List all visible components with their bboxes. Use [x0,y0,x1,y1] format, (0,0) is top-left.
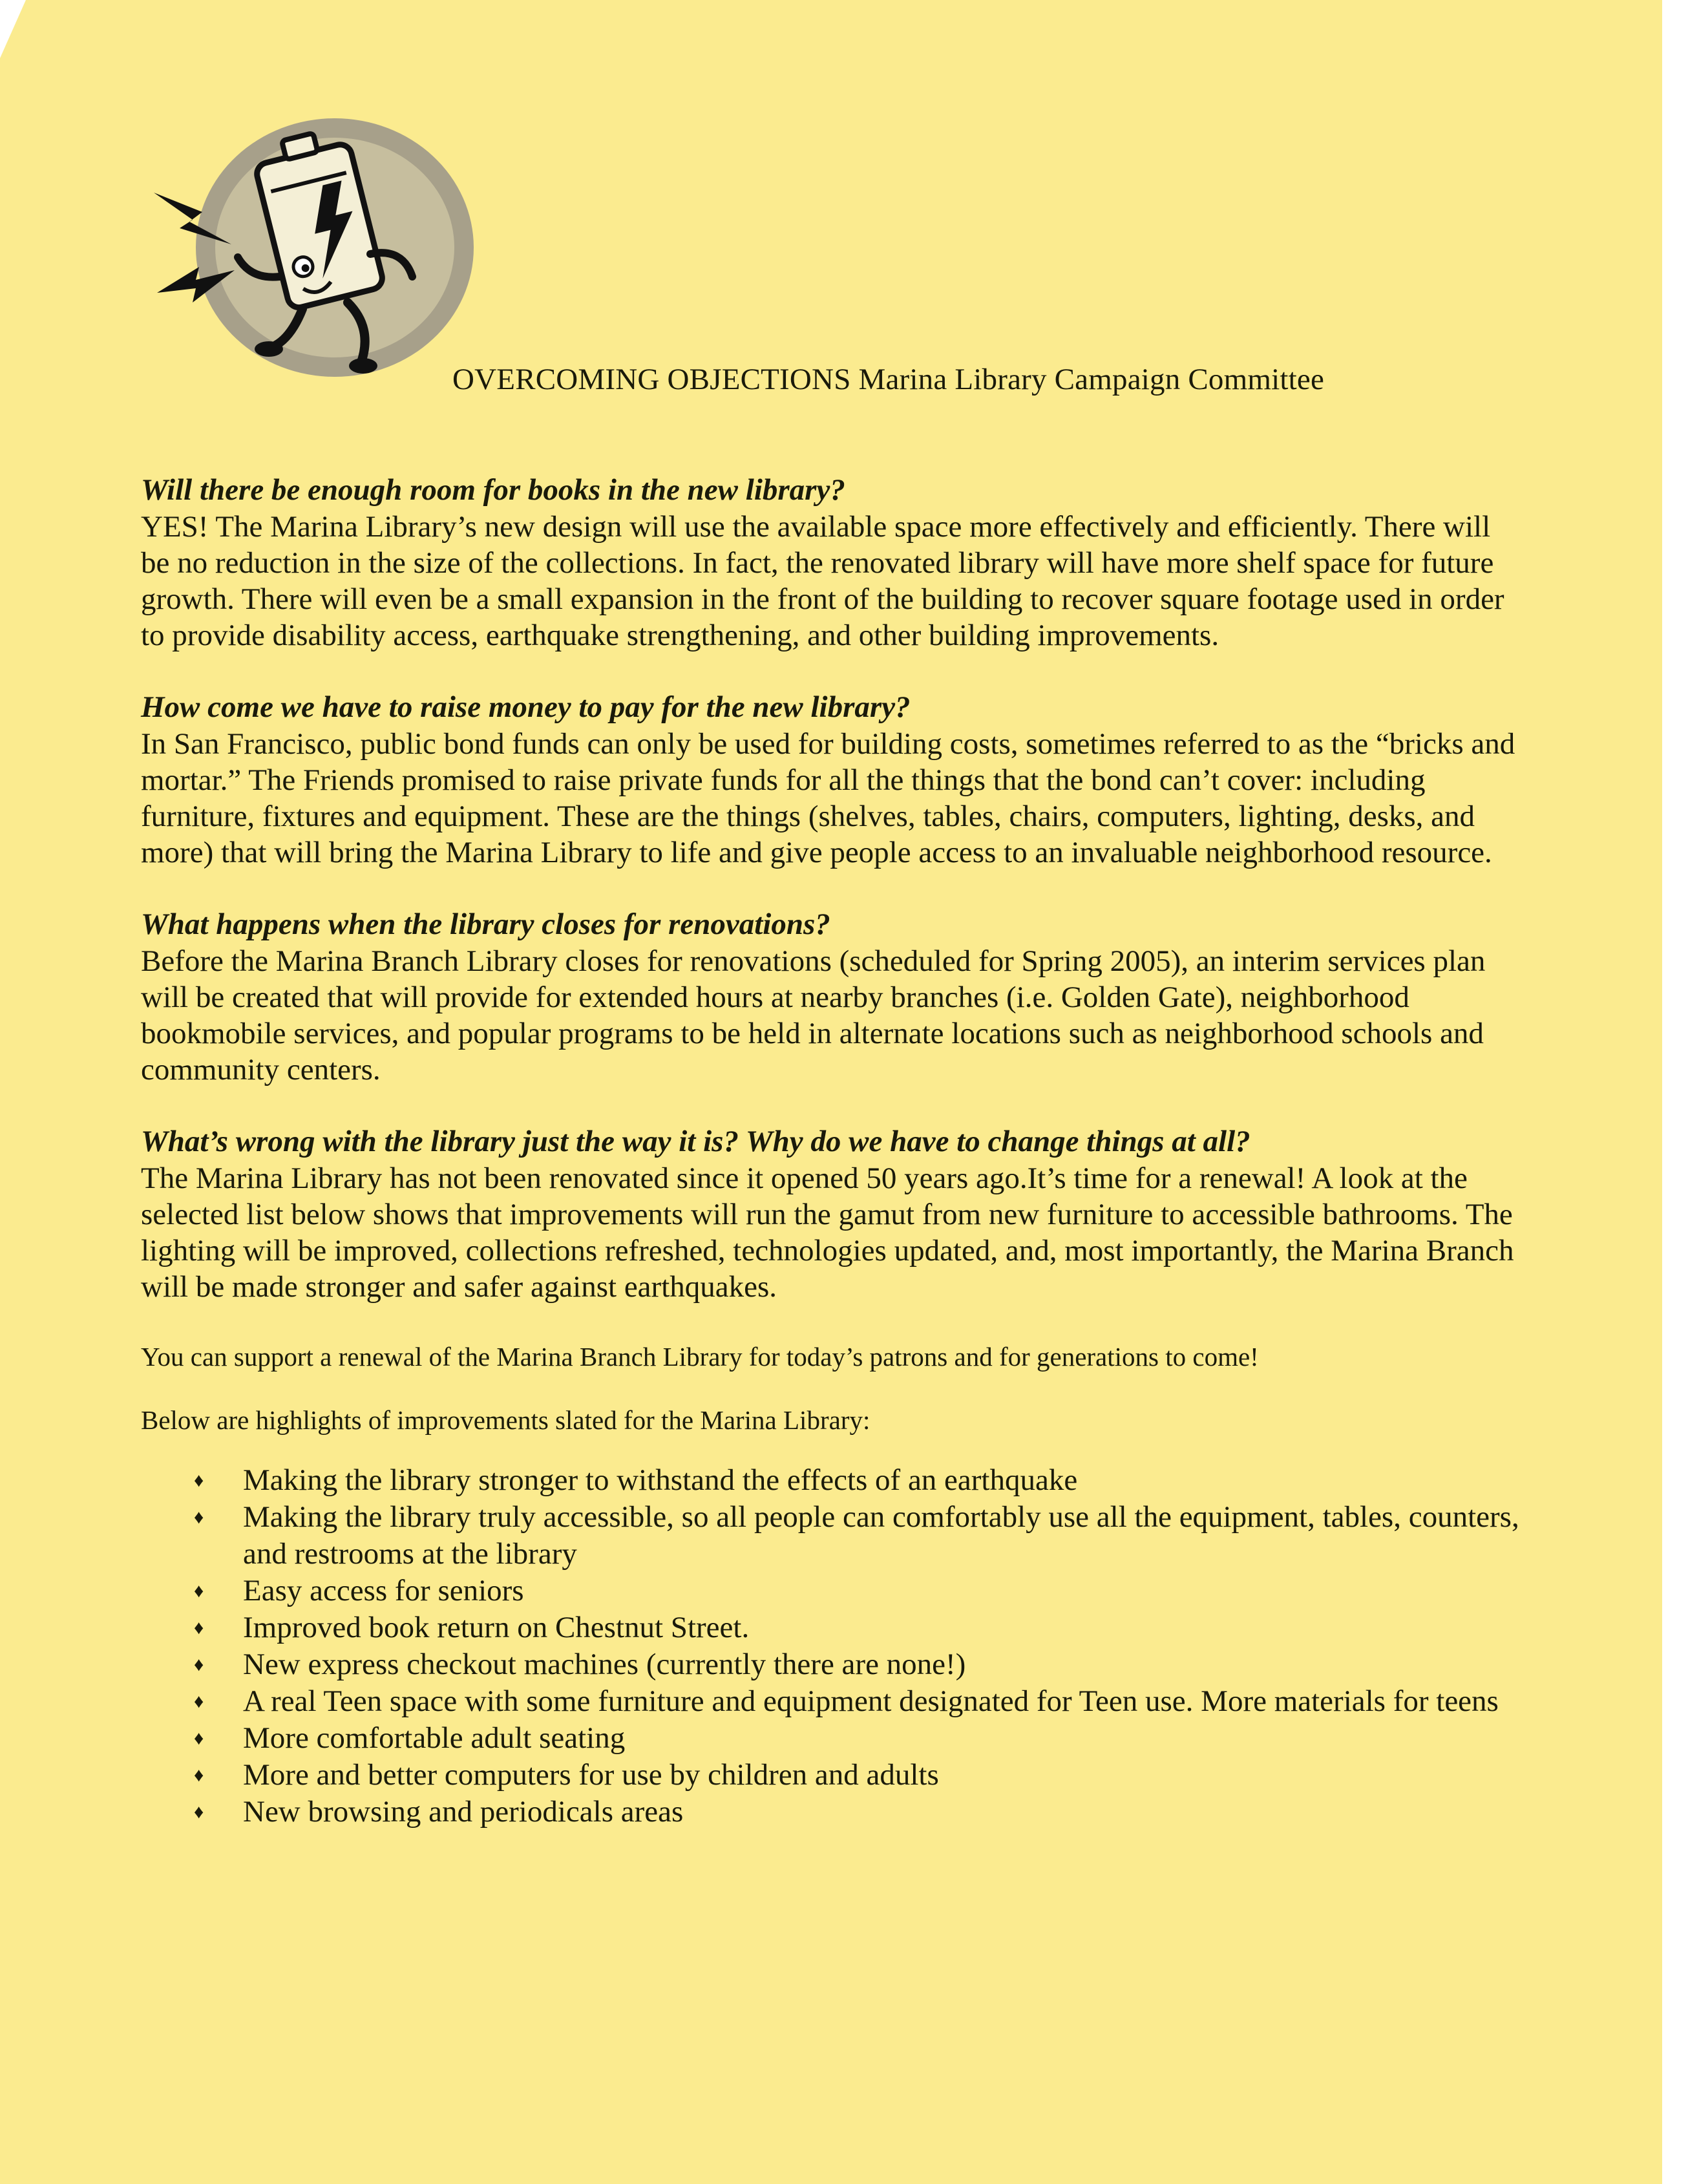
page-title: OVERCOMING OBJECTIONS Marina Library Campaign Committee [452,363,1325,396]
battery-mascot-icon [141,115,483,399]
main-content [141,472,1524,1830]
question-4: What’s wrong with the library just the way it is? Why do we have to change things at all? [141,1125,1251,1158]
support-text: You can support a renewal of the Marina Branch Library for today’s patrons and for generations to come! [141,1342,1259,1372]
diamond-bullet-icon: ♦ [194,1728,204,1749]
list-item [141,1683,1524,1720]
list-item-text: New browsing and periodicals areas [243,1795,684,1829]
list-item [141,1609,1524,1646]
diamond-bullet-icon: ♦ [194,1580,204,1602]
list-intro: Below are highlights of improvements slated for the Marina Library: [141,1405,871,1435]
list-item-text: More comfortable adult seating [243,1721,626,1755]
diamond-bullet-icon: ♦ [194,1617,204,1638]
question-3: What happens when the library closes for renovations? [141,907,830,941]
list-item [141,1573,1524,1609]
answer-2: In San Francisco, public bond funds can only be used for building costs, sometimes referred to as the “bricks and mortar.” The Friends promised to raise private funds for all the things that the bond can’t cover: including furniture, fixtures and equipment. These are the things (shelves, tables, chairs, computers, lighting, desks, and more) that will bring the Marina Library to life and give people access to an invaluable neighborhood resource. [141,727,1515,869]
diamond-bullet-icon: ♦ [194,1654,204,1675]
diamond-bullet-icon: ♦ [194,1470,204,1491]
question-1: Will there be enough room for books in the new library? [141,473,845,507]
list-item [141,1646,1524,1683]
answer-1: YES! The Marina Library’s new design will use the available space more effectively and efficiently. There will be no reduction in the size of the collections. In fact, the renovated library will have more shelf space for future growth. There will even be a small expansion in the front of the building to recover square footage used in order to provide disability access, earthquake strengthening, and other building improvements. [141,510,1504,652]
list-item [141,1720,1524,1757]
list-item [141,1462,1524,1499]
list-item-text: New express checkout machines (currently there are none!) [243,1648,966,1681]
diamond-bullet-icon: ♦ [194,1765,204,1786]
list-item [141,1757,1524,1794]
list-item [141,1499,1524,1573]
diamond-bullet-icon: ♦ [194,1801,204,1823]
question-2: How come we have to raise money to pay for the new library? [141,690,911,724]
list-item-text: A real Teen space with some furniture and equipment designated for Teen use. More materials for teens [243,1684,1499,1718]
improvements-list [141,1462,1524,1830]
answer-3: Before the Marina Branch Library closes for renovations (scheduled for Spring 2005), an interim services plan will be created that will provide for extended hours at nearby branches (i.e. Golden Gate), neighborhood bookmobile services, and popular programs to be held in alternate locations such as neighborhood schools and community centers. [141,944,1486,1087]
diamond-bullet-icon: ♦ [194,1507,204,1528]
folded-corner [0,0,26,58]
diamond-bullet-icon: ♦ [194,1691,204,1712]
list-item-text: Making the library truly accessible, so all people can comfortably use all the equipment, tables, counters, and restrooms at the library [243,1500,1519,1571]
list-item-text: Improved book return on Chestnut Street. [243,1611,750,1644]
answer-4: The Marina Library has not been renovated since it opened 50 years ago.It’s time for a renewal! A look at the selected list below shows that improvements will run the gamut from new furniture to accessible bathrooms. The lighting will be improved, collections refreshed, technologies updated, and, most importantly, the Marina Branch will be made stronger and safer against earthquakes. [141,1161,1514,1304]
list-item-text: Easy access for seniors [243,1574,524,1607]
list-item [141,1794,1524,1830]
list-item-text: Making the library stronger to withstand the effects of an earthquake [243,1463,1078,1497]
list-item-text: More and better computers for use by children and adults [243,1758,939,1792]
